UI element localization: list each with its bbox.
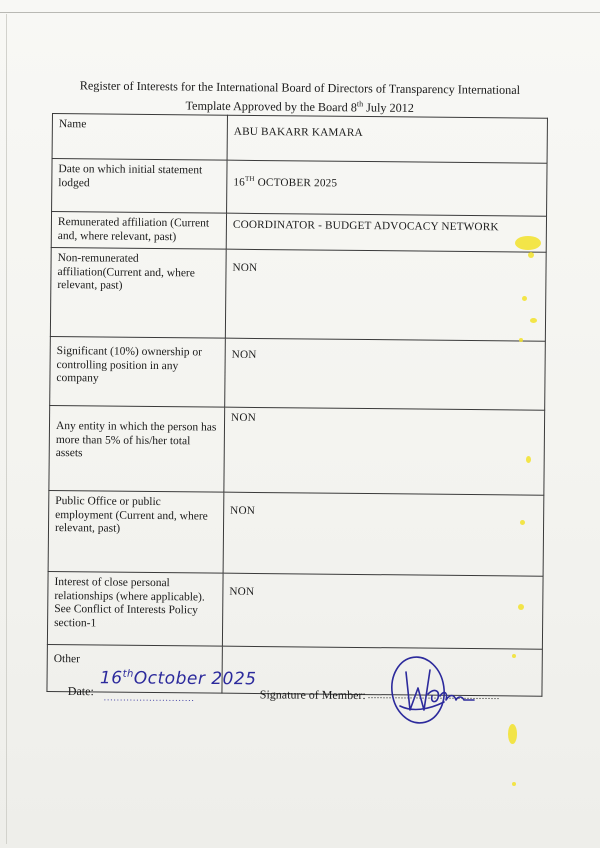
row-label: Remunerated affiliation (Current and, where relevant, past) xyxy=(51,212,226,250)
table-row xyxy=(50,248,546,342)
table-row xyxy=(48,491,544,577)
row-label: Interest of close personal relationships (where applicable). See Conflict of Interests Policy section-1 xyxy=(47,572,223,647)
table-row xyxy=(51,212,546,253)
date-dotted-line: ............................ xyxy=(103,692,195,703)
date-label: Date: xyxy=(67,683,94,699)
row-value: NON xyxy=(222,573,543,649)
row-value: COORDINATOR - BUDGET ADVOCACY NETWORK xyxy=(226,213,546,252)
table-row xyxy=(52,114,547,164)
register-table xyxy=(46,113,548,697)
handwritten-signature xyxy=(378,650,498,726)
stain-mark xyxy=(520,520,525,525)
table-row xyxy=(47,572,543,650)
row-label: Other xyxy=(47,645,222,694)
table-row xyxy=(52,159,547,217)
stain-mark xyxy=(522,296,527,301)
handwritten-date: 16thOctober 2025 xyxy=(99,668,257,690)
table-row xyxy=(50,337,546,411)
row-value: NON xyxy=(225,249,546,341)
row-value: 16TH OCTOBER 2025 xyxy=(227,160,547,216)
page-edge-left xyxy=(6,14,7,844)
stain-mark xyxy=(530,318,537,323)
row-value: NON xyxy=(225,338,546,410)
table-row xyxy=(49,406,545,496)
row-value: ABU BAKARR KAMARA xyxy=(227,115,547,163)
row-label: Non-remunerated affiliation(Current and, where relevant, past) xyxy=(50,248,226,339)
signature-label: Signature of Member: xyxy=(259,687,366,703)
document-title xyxy=(40,78,560,118)
stain-mark xyxy=(518,604,524,610)
stain-mark xyxy=(508,724,517,744)
signature-dotted-line: ............................................ xyxy=(367,690,500,703)
row-value: NON xyxy=(223,492,544,576)
row-label: Any entity in which the person has more than 5% of his/her total assets xyxy=(49,406,225,493)
stain-mark xyxy=(515,236,541,250)
page-edge xyxy=(0,12,600,13)
stain-mark xyxy=(512,654,516,658)
stain-mark xyxy=(526,456,531,463)
stain-mark xyxy=(528,252,534,258)
row-label: Name xyxy=(52,114,227,161)
title-line-1: Register of Interests for the International Board of Directors of Transparency International xyxy=(79,78,521,98)
stain-mark xyxy=(512,782,516,786)
row-label: Significant (10%) ownership or controlling position in any company xyxy=(50,337,226,408)
row-label: Public Office or public employment (Current and, where relevant, past) xyxy=(48,491,224,574)
row-label: Date on which initial statement lodged xyxy=(52,159,228,214)
title-line-2: Template Approved by the Board 8th July 2012 xyxy=(185,98,414,115)
row-value: NON xyxy=(224,407,545,495)
stain-mark xyxy=(519,338,523,342)
